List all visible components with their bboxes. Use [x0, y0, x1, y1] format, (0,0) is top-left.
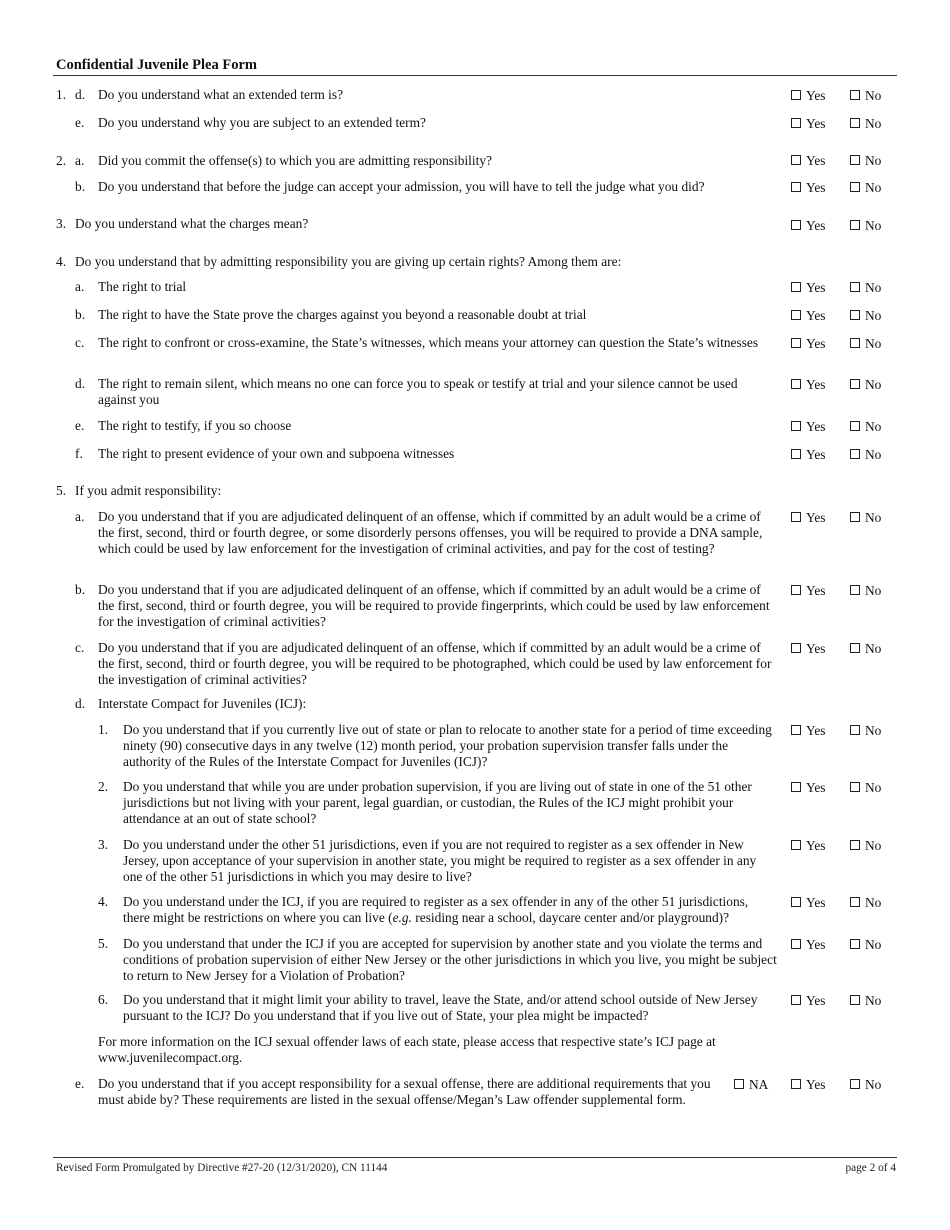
q3-number: 3.: [56, 216, 67, 231]
q5-e-text: Do you understand that if you accept responsibility for a sexual offense, there are additional requirements that you must abide by? These requirements are listed in the sexual offense/Megan’s Law offender supplemental form.: [98, 1076, 711, 1107]
q5-d4-text-a: Do you understand under the ICJ, if you are required to register as a sex offender in any of the other 51 jurisdictions, there might be restrictions on where you can live (: [123, 894, 749, 925]
q5-d6-no-checkbox[interactable]: [850, 993, 910, 1009]
checkbox-box-icon: [791, 643, 801, 653]
no-label: No: [865, 780, 882, 795]
yes-label: Yes: [806, 838, 826, 853]
checkbox-box-icon: [791, 512, 801, 522]
q1-e-yes-checkbox[interactable]: [791, 116, 851, 132]
q5-d6-label: 6.: [98, 992, 109, 1007]
q4-e-label: e.: [75, 418, 85, 433]
checkbox-box-icon: [850, 840, 860, 850]
yes-label: Yes: [806, 937, 826, 952]
q5-a-text: Do you understand that if you are adjudicated delinquent of an offense, which if committed by an adult would be a crime of the first, second, third or fourth degree, or some disorderly persons offenses, you will be required to provide a DNA sample, which could be used by law enforcement for the investigation of criminal activities, and pay for the cost of testing?: [98, 509, 763, 556]
checkbox-box-icon: [734, 1079, 744, 1089]
checkbox-box-icon: [791, 421, 801, 431]
q1-e-text: Do you understand why you are subject to an extended term?: [98, 115, 426, 130]
header-rule: [53, 75, 897, 76]
checkbox-box-icon: [850, 220, 860, 230]
q5-d3-text: Do you understand under the other 51 jurisdictions, even if you are not required to register as a sex offender in New Jersey, upon acceptance of your supervision in another state, you might be required to register as a sex offender in any one of the other 51 jurisdictions in which you may desire to live?: [123, 837, 757, 884]
no-label: No: [865, 993, 882, 1008]
yes-label: Yes: [806, 723, 826, 738]
q5-c-no-checkbox[interactable]: [850, 641, 910, 657]
yes-label: Yes: [806, 88, 826, 103]
q5-d6-text: Do you understand that it might limit your ability to travel, leave the State, and/or attend school outside of New Jersey pursuant to the ICJ? Do you understand that if you live out of State, your plea might be impacted?: [123, 992, 758, 1023]
no-label: No: [865, 116, 882, 131]
q4-f-text: The right to present evidence of your own and subpoena witnesses: [98, 446, 455, 461]
q1-number: 1.: [56, 87, 67, 102]
no-label: No: [865, 377, 882, 392]
checkbox-box-icon: [850, 897, 860, 907]
q1-d-label: d.: [75, 87, 86, 102]
checkbox-box-icon: [791, 449, 801, 459]
q5-d4-no-checkbox[interactable]: [850, 895, 910, 911]
q2-a-no-checkbox[interactable]: [850, 153, 910, 169]
q5-d2-yes-checkbox[interactable]: [791, 780, 851, 796]
checkbox-box-icon: [791, 782, 801, 792]
q5-b-yes-checkbox[interactable]: [791, 583, 851, 599]
q4-a-yes-checkbox[interactable]: [791, 280, 851, 296]
q4-c-yes-checkbox[interactable]: [791, 336, 851, 352]
q5-d1-yes-checkbox[interactable]: [791, 723, 851, 739]
yes-label: Yes: [806, 116, 826, 131]
q4-c-label: c.: [75, 335, 85, 350]
q1-e-label: e.: [75, 115, 85, 130]
yes-label: Yes: [806, 895, 826, 910]
checkbox-box-icon: [791, 995, 801, 1005]
yes-label: Yes: [806, 1077, 826, 1092]
checkbox-box-icon: [791, 282, 801, 292]
checkbox-box-icon: [791, 897, 801, 907]
yes-label: Yes: [806, 447, 826, 462]
checkbox-box-icon: [791, 939, 801, 949]
no-label: No: [865, 88, 882, 103]
checkbox-box-icon: [850, 310, 860, 320]
q4-d-label: d.: [75, 376, 86, 391]
page-title: Confidential Juvenile Plea Form: [56, 57, 257, 73]
yes-label: Yes: [806, 218, 826, 233]
no-label: No: [865, 336, 882, 351]
checkbox-box-icon: [850, 585, 860, 595]
q3-yes-checkbox[interactable]: [791, 218, 851, 234]
q5-text: If you admit responsibility:: [75, 483, 222, 498]
yes-label: Yes: [806, 308, 826, 323]
checkbox-box-icon: [791, 155, 801, 165]
q4-b-label: b.: [75, 307, 86, 322]
no-label: No: [865, 583, 882, 598]
q5-c-text: Do you understand that if you are adjudicated delinquent of an offense, which if committed by an adult would be a crime of the first, second, third or fourth degree, you will be required to be photographed, which could be used by law enforcement for the investigation of criminal activities?: [98, 640, 772, 687]
checkbox-box-icon: [791, 585, 801, 595]
q4-b-yes-checkbox[interactable]: [791, 308, 851, 324]
footer-rule: [53, 1157, 897, 1158]
q5-d2-label: 2.: [98, 779, 109, 794]
q5-a-yes-checkbox[interactable]: [791, 510, 851, 526]
yes-label: Yes: [806, 180, 826, 195]
checkbox-box-icon: [850, 379, 860, 389]
no-label: No: [865, 153, 882, 168]
checkbox-box-icon: [850, 182, 860, 192]
no-label: No: [865, 1077, 882, 1092]
q5-e-no-checkbox[interactable]: [850, 1077, 910, 1093]
checkbox-box-icon: [791, 220, 801, 230]
checkbox-box-icon: [850, 725, 860, 735]
checkbox-box-icon: [850, 995, 860, 1005]
q4-f-no-checkbox[interactable]: [850, 447, 910, 463]
q5-e-yes-checkbox[interactable]: [791, 1077, 851, 1093]
q5-d4-text-b: residing near a school, daycare center and/or playground)?: [411, 910, 730, 925]
q2-a-text: Did you commit the offense(s) to which you are admitting responsibility?: [98, 153, 492, 168]
q2-b-yes-checkbox[interactable]: [791, 180, 851, 196]
no-label: No: [865, 447, 882, 462]
q4-e-no-checkbox[interactable]: [850, 419, 910, 435]
checkbox-box-icon: [791, 90, 801, 100]
q1-e-no-checkbox[interactable]: [850, 116, 910, 132]
checkbox-box-icon: [791, 840, 801, 850]
q5-d5-yes-checkbox[interactable]: [791, 937, 851, 953]
q3-no-checkbox[interactable]: [850, 218, 910, 234]
q4-text: Do you understand that by admitting responsibility you are giving up certain rights? Among them are:: [75, 254, 622, 269]
checkbox-box-icon: [850, 643, 860, 653]
q4-b-text: The right to have the State prove the charges against you beyond a reasonable doubt at trial: [98, 307, 587, 322]
no-label: No: [865, 641, 882, 656]
q4-e-yes-checkbox[interactable]: [791, 419, 851, 435]
yes-label: Yes: [806, 641, 826, 656]
no-label: No: [865, 510, 882, 525]
checkbox-box-icon: [791, 338, 801, 348]
no-label: No: [865, 180, 882, 195]
q5-d6-yes-checkbox[interactable]: [791, 993, 851, 1009]
yes-label: Yes: [806, 583, 826, 598]
checkbox-box-icon: [791, 182, 801, 192]
q5-e-label: e.: [75, 1076, 85, 1091]
q1-d-no-checkbox[interactable]: [850, 88, 910, 104]
yes-label: Yes: [806, 153, 826, 168]
no-label: No: [865, 723, 882, 738]
footer-revision: Revised Form Promulgated by Directive #27-20 (12/31/2020), CN 11144: [56, 1162, 388, 1174]
checkbox-box-icon: [791, 310, 801, 320]
yes-label: Yes: [806, 419, 826, 434]
q5-c-label: c.: [75, 640, 85, 655]
q5-d4-label: 4.: [98, 894, 109, 909]
q5-d3-label: 3.: [98, 837, 109, 852]
checkbox-box-icon: [791, 118, 801, 128]
q4-c-text: The right to confront or cross-examine, the State’s witnesses, which means your attorney can question the State’s witnesses: [98, 335, 759, 350]
no-label: No: [865, 838, 882, 853]
na-label: NA: [749, 1077, 769, 1092]
checkbox-box-icon: [850, 338, 860, 348]
q2-number: 2.: [56, 153, 67, 168]
q5-d4-text-em: e.g.: [392, 910, 412, 925]
q4-b-no-checkbox[interactable]: [850, 308, 910, 324]
q5-d2-no-checkbox[interactable]: [850, 780, 910, 796]
q5-number: 5.: [56, 483, 67, 498]
checkbox-box-icon: [850, 1079, 860, 1089]
q5-d3-no-checkbox[interactable]: [850, 838, 910, 854]
q5-c-yes-checkbox[interactable]: [791, 641, 851, 657]
q4-c-no-checkbox[interactable]: [850, 336, 910, 352]
q2-b-no-checkbox[interactable]: [850, 180, 910, 196]
yes-label: Yes: [806, 993, 826, 1008]
q2-b-label: b.: [75, 179, 86, 194]
q4-d-no-checkbox[interactable]: [850, 377, 910, 393]
q5-d2-text: Do you understand that while you are under probation supervision, if you are living out of state in one of the 51 other jurisdictions but not living with your parent, legal guardian, or custodian, the Rules of the ICJ might prohibit your attendance at an out of state school?: [123, 779, 752, 826]
checkbox-box-icon: [850, 939, 860, 949]
q5-b-text: Do you understand that if you are adjudicated delinquent of an offense, which if committed by an adult would be a crime of the first, second, third or fourth degree, you will be required to provide fingerprints, which could be used by law enforcement for the investigation of criminal activities?: [98, 582, 770, 629]
q5-d5-no-checkbox[interactable]: [850, 937, 910, 953]
q4-f-label: f.: [75, 446, 83, 461]
checkbox-box-icon: [850, 512, 860, 522]
checkbox-box-icon: [850, 118, 860, 128]
q2-b-text: Do you understand that before the judge can accept your admission, you will have to tell the judge what you did?: [98, 179, 705, 194]
yes-label: Yes: [806, 280, 826, 295]
q4-a-text: The right to trial: [98, 279, 187, 294]
q5-a-label: a.: [75, 509, 85, 524]
q4-e-text: The right to testify, if you so choose: [98, 418, 292, 433]
checkbox-box-icon: [791, 1079, 801, 1089]
q1-d-yes-checkbox[interactable]: [791, 88, 851, 104]
footer-page-number: page 2 of 4: [845, 1162, 896, 1174]
no-label: No: [865, 308, 882, 323]
q5-d-text: Interstate Compact for Juveniles (ICJ):: [98, 696, 307, 711]
q3-text: Do you understand what the charges mean?: [75, 216, 309, 231]
q5-a-no-checkbox[interactable]: [850, 510, 910, 526]
q1-d-text: Do you understand what an extended term is?: [98, 87, 344, 102]
q4-number: 4.: [56, 254, 67, 269]
q5-d4-yes-checkbox[interactable]: [791, 895, 851, 911]
q5-d1-text: Do you understand that if you currently live out of state or plan to relocate to another state for a period of time exceeding ninety (90) consecutive days in any twelve (12) month period, your probation supervision transfer falls under the authority of the Rules of the Interstate Compact for Juveniles (ICJ)?: [123, 722, 772, 769]
yes-label: Yes: [806, 377, 826, 392]
checkbox-box-icon: [850, 782, 860, 792]
q5-d3-yes-checkbox[interactable]: [791, 838, 851, 854]
q4-a-label: a.: [75, 279, 85, 294]
yes-label: Yes: [806, 336, 826, 351]
no-label: No: [865, 218, 882, 233]
checkbox-box-icon: [850, 90, 860, 100]
checkbox-box-icon: [850, 155, 860, 165]
q5-d4-text: [123, 894, 778, 926]
checkbox-box-icon: [791, 379, 801, 389]
q2-a-label: a.: [75, 153, 85, 168]
yes-label: Yes: [806, 510, 826, 525]
q4-f-yes-checkbox[interactable]: [791, 447, 851, 463]
q4-d-yes-checkbox[interactable]: [791, 377, 851, 393]
q5-b-label: b.: [75, 582, 86, 597]
yes-label: Yes: [806, 780, 826, 795]
q5-d5-text: Do you understand that under the ICJ if you are accepted for supervision by another state and you violate the terms and conditions of probation supervision of either New Jersey or the other jurisdictions in which you live, you might be subject to return to New Jersey for a Violation of Probation?: [123, 936, 777, 983]
no-label: No: [865, 895, 882, 910]
no-label: No: [865, 419, 882, 434]
q2-a-yes-checkbox[interactable]: [791, 153, 851, 169]
checkbox-box-icon: [791, 725, 801, 735]
q5-e-na-checkbox[interactable]: [734, 1077, 794, 1093]
q4-d-text: The right to remain silent, which means no one can force you to speak or testify at trial and your silence cannot be used against you: [98, 376, 738, 407]
checkbox-box-icon: [850, 421, 860, 431]
q5-d1-label: 1.: [98, 722, 109, 737]
q5-d1-no-checkbox[interactable]: [850, 723, 910, 739]
checkbox-box-icon: [850, 449, 860, 459]
q5-d-note: For more information on the ICJ sexual offender laws of each state, please access that respective state’s ICJ page at www.juvenilecompact.org.: [98, 1034, 716, 1065]
q5-b-no-checkbox[interactable]: [850, 583, 910, 599]
q4-a-no-checkbox[interactable]: [850, 280, 910, 296]
q5-d5-label: 5.: [98, 936, 109, 951]
no-label: No: [865, 937, 882, 952]
no-label: No: [865, 280, 882, 295]
q5-d-label: d.: [75, 696, 86, 711]
checkbox-box-icon: [850, 282, 860, 292]
